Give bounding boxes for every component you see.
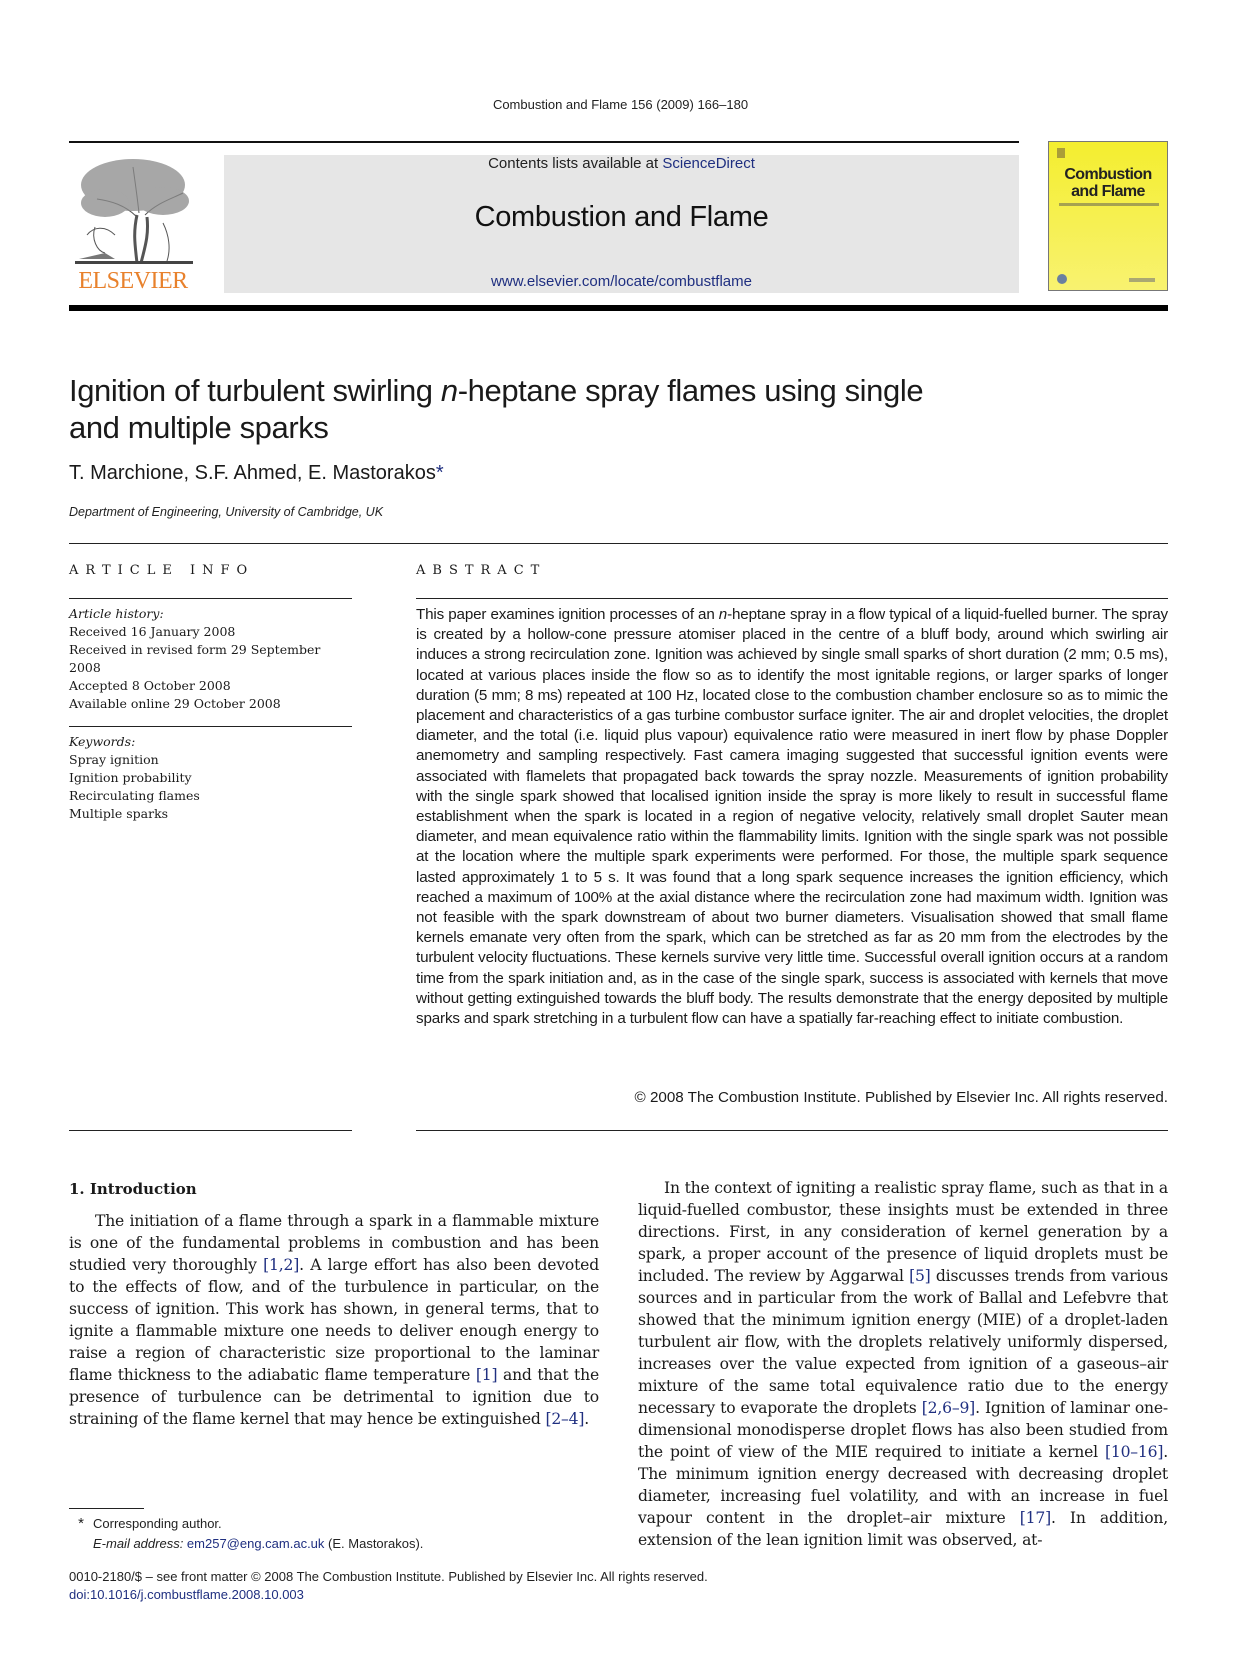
history-revised: Received in revised form 29 September 2008 bbox=[69, 642, 321, 675]
divider bbox=[416, 1130, 1168, 1131]
citation-link[interactable]: [17] bbox=[1019, 1509, 1051, 1527]
citation-link[interactable]: [10–16] bbox=[1104, 1443, 1164, 1461]
elsevier-wordmark: ELSEVIER bbox=[78, 268, 188, 294]
cover-title: Combustion and Flame bbox=[1064, 166, 1152, 200]
section-heading-introduction: 1. Introduction bbox=[69, 1180, 197, 1198]
keywords bbox=[69, 733, 352, 823]
cover-publisher-icon bbox=[1057, 148, 1065, 158]
cover-subtitle bbox=[1059, 203, 1159, 206]
citation-link[interactable]: [2,6–9] bbox=[921, 1399, 976, 1417]
cover-imprint-icon bbox=[1129, 278, 1155, 282]
header-thick-rule bbox=[69, 305, 1168, 311]
footnote bbox=[69, 1514, 423, 1554]
keyword: Multiple sparks bbox=[69, 806, 169, 821]
elsevier-logo bbox=[69, 155, 197, 295]
abstract-heading: ABSTRACT bbox=[416, 563, 547, 578]
citation-link[interactable]: [1] bbox=[475, 1366, 498, 1384]
abstract-text: This paper examines ignition processes of an n-heptane spray in a flow typical of a liquid-fuelled burner. The spray is created by a hollow-cone pressure atomiser placed in the centre of a bluff body, around which swirling air induces a strong recirculation zone. Ignition was achieved by single small sparks of short duration (2 mm; 0.5 ms), located at various places inside the flow so as to identify the most ignitable regions, or larger sparks of longer duration (5 mm; 8 ms) repeated at 100 Hz, located close to the combustion chamber enclosure so as to mimic the placement and characteristics of a gas turbine combustor surface igniter. The air and droplet velocities, the droplet diameter, and the total (i.e. liquid plus vapour) equivalence ratio were measured in inert flow by phase Doppler anemometry and sampling respectively. Fast camera imaging suggested that successful ignition events were associated with flamelets that propagated back towards the spray nozzle. Measurements of ignition probability with the single spark showed that localised ignition inside the spray is more likely to result in successful flame establishment when the spark is located in a region of negative velocity, relatively small droplet Sauter mean diameter, and mean equivalence ratio within the flammability limits. Ignition with the single spark was not possible at the location where the multiple spark experiments were performed. For those, the multiple spark sequence lasted approximately 1 to 5 s. It was found that a long spark sequence increases the ignition efficiency, which reached a maximum of 100% at the axial distance where the recirculation zone had maximum width. Ignition was not feasible with the spark downstream of about two burner diameters. Visualisation showed that small flame kernels emanate very often from the spark, which can be stretched as far as 20 mm from the electrodes by the turbulent velocity fluctuations. These kernels survive very little time. Successful overall ignition occurs at a random time from the spark initiation and, as in the case of the single spark, success is associated with kernels that move without getting extinguished towards the bluff body. The results demonstrate that the energy deposited by multiple sparks and spark stretching in a turbulent flow can have a spatially far-reaching effect to initiate combustion. bbox=[416, 606, 1168, 1028]
divider bbox=[416, 598, 1168, 599]
keyword: Ignition probability bbox=[69, 770, 192, 785]
divider bbox=[69, 598, 352, 599]
email-link[interactable]: em257@eng.cam.ac.uk bbox=[186, 1536, 325, 1551]
issn-copyright: 0010-2180/$ – see front matter © 2008 The Combustion Institute. Published by Elsevier Inc. All rights reserved. bbox=[69, 1569, 708, 1584]
divider bbox=[69, 1130, 352, 1131]
contents-availability bbox=[224, 155, 1019, 172]
history-received: Received 16 January 2008 bbox=[69, 624, 236, 639]
history-accepted: Accepted 8 October 2008 bbox=[69, 678, 231, 693]
history-label: Article history: bbox=[69, 606, 164, 621]
footnote-rule bbox=[69, 1508, 144, 1509]
journal-name: Combustion and Flame bbox=[474, 201, 769, 233]
journal-cover bbox=[1048, 141, 1168, 291]
citation-link[interactable]: [5] bbox=[909, 1267, 931, 1285]
doi-link[interactable]: doi:10.1016/j.combustflame.2008.10.003 bbox=[69, 1587, 304, 1602]
article-info-heading: ARTICLE INFO bbox=[69, 563, 255, 578]
keyword: Spray ignition bbox=[69, 752, 159, 767]
journal-banner bbox=[224, 155, 1019, 293]
divider bbox=[69, 726, 352, 727]
journal-reference: Combustion and Flame 156 (2009) 166–180 bbox=[492, 97, 749, 112]
front-matter bbox=[69, 1568, 708, 1604]
cover-seal-icon bbox=[1057, 274, 1067, 284]
sciencedirect-link[interactable]: ScienceDirect bbox=[662, 155, 755, 172]
history-online: Available online 29 October 2008 bbox=[69, 696, 281, 711]
article-title: Ignition of turbulent swirling n-heptane spray flames using single and multiple sparks bbox=[69, 373, 924, 445]
body-column-right: In the context of igniting a realistic spray flame, such as that in a liquid-fuelled combustor, these insights must be extended in three directions. First, in any consideration of kernel generation by a spark, a proper account of the presence of liquid droplets must be included. The review by Aggarwal [5] discusses trends from various sources and in particular from the work of Ballal and Lefebvre that showed that the minimum ignition energy (MIE) of a droplet-laden turbulent air flow, with the droplets relatively uniformly dispersed, increases over the value expected from ignition of a gaseous–air mixture of the same total equivalence ratio due to the energy necessary to evaporate the droplets [2,6–9]. Ignition of laminar one-dimensional monodisperse droplet flows has also been studied from the point of view of the MIE required to initiate a kernel [10–16]. The minimum ignition energy decreased with decreasing droplet diameter, increasing fuel volatility, and with an increase in fuel vapour content in the droplet–air mixture [17]. In addition, extension of the lean ignition limit was observed, at- bbox=[638, 1179, 1168, 1549]
keywords-label: Keywords: bbox=[69, 734, 136, 749]
footnote-mark: * bbox=[78, 1515, 84, 1532]
journal-homepage-link[interactable]: www.elsevier.com/locate/combustflame bbox=[491, 273, 752, 290]
body-column-left: The initiation of a flame through a spark in a flammable mixture is one of the fundamental problems in combustion and has been studied very thoroughly [1,2]. A large effort has also been devoted to the effects of flow, and of the turbulence in particular, on the success of ignition. This work has shown, in general terms, that to ignite a flammable mixture one needs to deliver enough energy to raise a region of characteristic size proportional to the laminar flame thickness to the adiabatic flame temperature [1] and that the presence of turbulence can be detrimental to ignition due to straining of the flame kernel that may hence be extinguished [2–4]. bbox=[69, 1212, 599, 1428]
citation-link[interactable]: [1,2] bbox=[263, 1256, 300, 1274]
corresponding-author-link[interactable]: * bbox=[435, 462, 444, 484]
email-owner: (E. Mastorakos). bbox=[324, 1536, 424, 1551]
author-list: T. Marchione, S.F. Ahmed, E. Mastorakos* bbox=[69, 462, 444, 484]
email-label: E-mail address: bbox=[93, 1536, 187, 1551]
corresponding-author-note: Corresponding author. bbox=[93, 1516, 222, 1531]
affiliation: Department of Engineering, University of Cambridge, UK bbox=[69, 505, 384, 519]
contents-prefix: Contents lists available at bbox=[488, 155, 663, 172]
citation-link[interactable]: [2–4] bbox=[545, 1410, 585, 1428]
keyword: Recirculating flames bbox=[69, 788, 200, 803]
tree-logo-icon bbox=[75, 155, 193, 267]
abstract-copyright: © 2008 The Combustion Institute. Published by Elsevier Inc. All rights reserved. bbox=[634, 1089, 1168, 1106]
divider bbox=[69, 543, 1168, 544]
header-rule bbox=[69, 141, 1019, 143]
article-history bbox=[69, 605, 352, 713]
